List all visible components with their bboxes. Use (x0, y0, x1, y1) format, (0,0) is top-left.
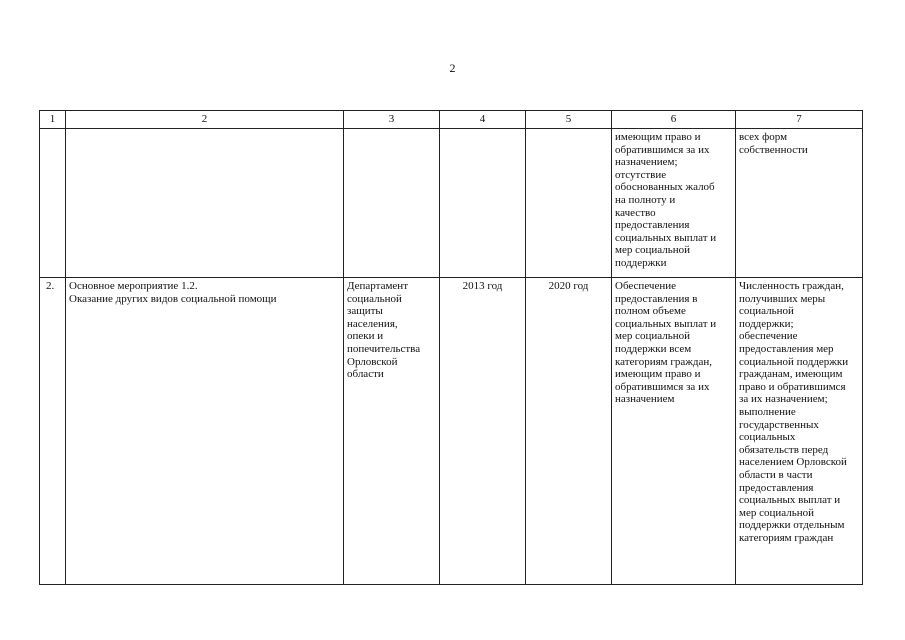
page-number: 2 (449, 61, 456, 75)
cell-result: Обеспечение предоставления в полном объеме социальных выплат и мер социальной поддержки всем категориям граждан, имеющим право и обратившимся за их назначением (612, 278, 736, 585)
cell-start (440, 129, 526, 278)
cell-executor (344, 129, 440, 278)
cell-name: Основное мероприятие 1.2. Оказание других видов социальной помощи (66, 278, 344, 585)
cell-link: всех форм собственности (736, 129, 863, 278)
cell-end: 2020 год (526, 278, 612, 585)
program-table (39, 110, 863, 585)
cell-end (526, 129, 612, 278)
cell-name (66, 129, 344, 278)
table-row-main (40, 278, 863, 585)
header-col-6: 6 (612, 111, 736, 129)
cell-link: Численность граждан, получивших меры социальной поддержки; обеспечение предоставления мер социальной поддержки гражданам, имеющим право и обратившимся за их назначением; выполнение государственных социальных обязательств перед населением Орловской области в части предоставления социальных выплат и мер социальной поддержки отдельным категориям граждан (736, 278, 863, 585)
header-col-3: 3 (344, 111, 440, 129)
header-col-1: 1 (40, 111, 66, 129)
cell-num: 2. (40, 278, 66, 585)
header-col-2: 2 (66, 111, 344, 129)
header-row (40, 111, 863, 129)
header-col-4: 4 (440, 111, 526, 129)
cell-result: имеющим право и обратившимся за их назначением; отсутствие обоснованных жалоб на полноту и качество предоставления социальных выплат и мер социальной поддержки (612, 129, 736, 278)
cell-executor: Департамент социальной защиты населения, опеки и попечительства Орловской области (344, 278, 440, 585)
cell-start: 2013 год (440, 278, 526, 585)
header-col-7: 7 (736, 111, 863, 129)
cell-num (40, 129, 66, 278)
table-row-continuation (40, 129, 863, 278)
header-col-5: 5 (526, 111, 612, 129)
